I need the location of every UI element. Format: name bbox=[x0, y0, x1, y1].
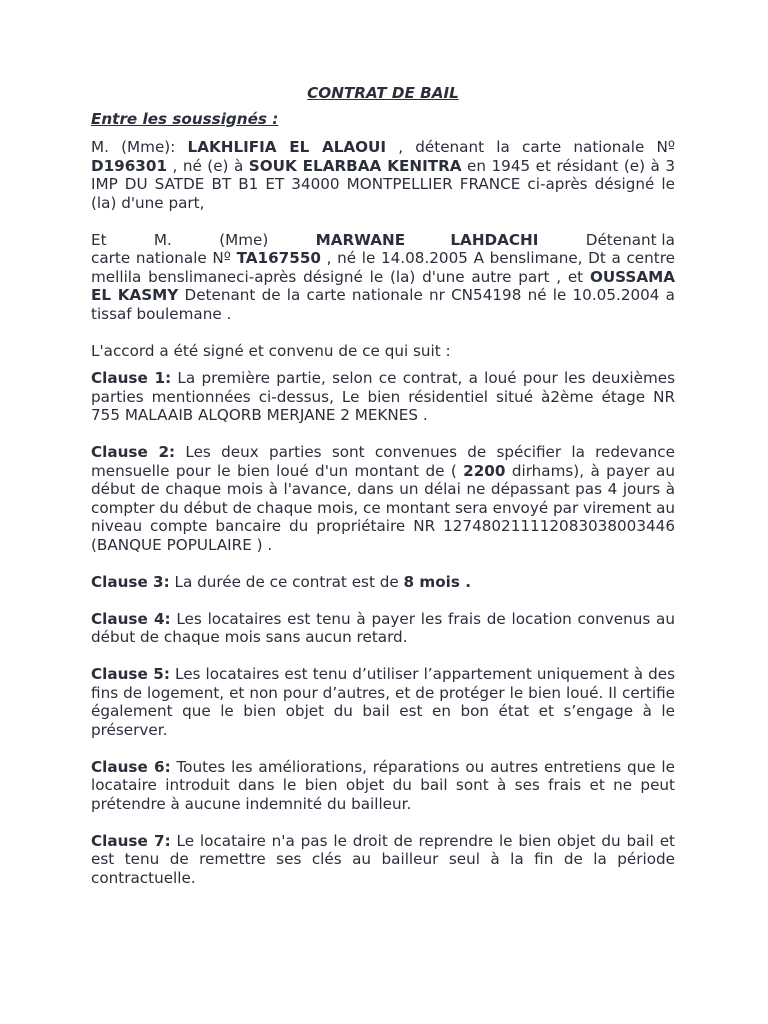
party-1-paragraph bbox=[91, 138, 675, 212]
clause-5-text: Les locataires est tenu d’utiliser l’appartement uniquement à des fins de logement, et non pour d’autres, et de protéger le bien loué. Il certifie également que le bien objet du bail est en bon état et s’engage à le préserver. bbox=[91, 665, 675, 739]
document-title: CONTRAT DE BAIL bbox=[307, 84, 459, 102]
party-2-word-mme: (Mme) bbox=[219, 230, 269, 249]
clause-2-label: Clause 2: bbox=[91, 443, 176, 461]
parties-heading: Entre les soussignés : bbox=[91, 109, 279, 128]
party-2-line-end: Détenant la bbox=[585, 230, 675, 249]
party-2-first-line bbox=[91, 231, 675, 250]
party-1-text-3: en 1945 et résidant (e) à 3 IMP DU SATDE BT B1 ET 34000 MONTPELLIER FRANCE ci-après désigné le (la) d'une part, bbox=[91, 156, 675, 212]
party-1-text-2: , né (e) à bbox=[167, 156, 249, 175]
clause-4-label: Clause 4: bbox=[91, 609, 171, 628]
clause-7-text: Le locataire n'a pas le droit de reprendre le bien objet du bail et est tenu de remettre ses clés au bailleur seul à la fin de la période contractuelle. bbox=[91, 831, 675, 887]
clause-3-duration: 8 mois . bbox=[403, 572, 471, 591]
clause-6 bbox=[91, 758, 675, 814]
party-1-prefix: M. (Mme): bbox=[91, 138, 188, 156]
clause-1 bbox=[91, 369, 675, 425]
contract-page bbox=[91, 84, 675, 887]
clause-5 bbox=[91, 665, 675, 739]
clause-2-amount: 2200 bbox=[463, 461, 506, 480]
agreement-line: L'accord a été signé et convenu de ce qui suit : bbox=[91, 341, 451, 360]
party-1-id: D196301 bbox=[91, 156, 168, 175]
party-2-text-1: carte nationale Nº bbox=[91, 249, 237, 267]
clause-2-text-before: Les deux parties sont convenues de spécifier la redevance mensuelle pour le bien loué d'un montant de ( bbox=[91, 443, 676, 480]
party-2-text-3: Detenant de la carte nationale nr CN54198 né le 10.05.2004 a tissaf boulemane . bbox=[91, 286, 675, 323]
clause-3-text: La durée de ce contrat est de bbox=[169, 572, 404, 591]
clause-3-label: Clause 3: bbox=[91, 572, 170, 591]
clause-1-label: Clause 1: bbox=[91, 369, 172, 387]
clause-3 bbox=[91, 573, 675, 592]
clause-7-label: Clause 7: bbox=[91, 831, 171, 850]
clause-1-text: La première partie, selon ce contrat, a loué pour les deuxièmes parties mentionnées ci-dessus, Le bien résidentiel situé à2ème étage NR 755 MALAAIB ALQORB MERJANE 2 MEKNES . bbox=[91, 369, 675, 424]
party-3-name: OUSSAMA EL KASMY bbox=[91, 267, 675, 304]
party-2-id: TA167550 bbox=[236, 249, 321, 267]
party-2-name: MARWANE LAHDACHI bbox=[315, 230, 539, 249]
party-2-body bbox=[91, 249, 675, 323]
clause-2 bbox=[91, 443, 675, 554]
party-2-text-2: , né le 14.08.2005 A benslimane, Dt a centre mellila benslimaneci-après désigné le (la) d'une autre part , et bbox=[91, 249, 675, 286]
clause-6-text: Toutes les améliorations, réparations ou autres entretiens que le locataire introduit dans le bien objet du bail sont à ses frais et ne peut prétendre à aucune indemnité du bailleur. bbox=[91, 757, 675, 813]
clause-4 bbox=[91, 610, 675, 647]
party-2-word-m: M. bbox=[153, 230, 172, 249]
party-1-text-1: , détenant la carte nationale Nº bbox=[386, 138, 675, 156]
clause-6-label: Clause 6: bbox=[91, 757, 171, 776]
clause-2-text-after: dirhams), à payer au début de chaque mois à l'avance, dans un délai ne dépassant pas 4 jours à compter du début de chaque mois, ce montant sera envoyé par virement au niveau compte bancaire du propriétaire NR 127480211112083038003446 (BANQUE POPULAIRE ) . bbox=[91, 461, 675, 554]
party-2-paragraph bbox=[91, 231, 675, 324]
clause-4-text: Les locataires est tenu à payer les frais de location convenus au début de chaque mois sans aucun retard. bbox=[91, 609, 675, 646]
party-1-birthplace: SOUK ELARBAA KENITRA bbox=[248, 156, 462, 175]
clause-5-label: Clause 5: bbox=[91, 665, 170, 683]
clause-7 bbox=[91, 832, 675, 888]
party-2-word-et: Et bbox=[91, 230, 107, 249]
party-1-name: LAKHLIFIA EL ALAOUI bbox=[187, 138, 387, 156]
